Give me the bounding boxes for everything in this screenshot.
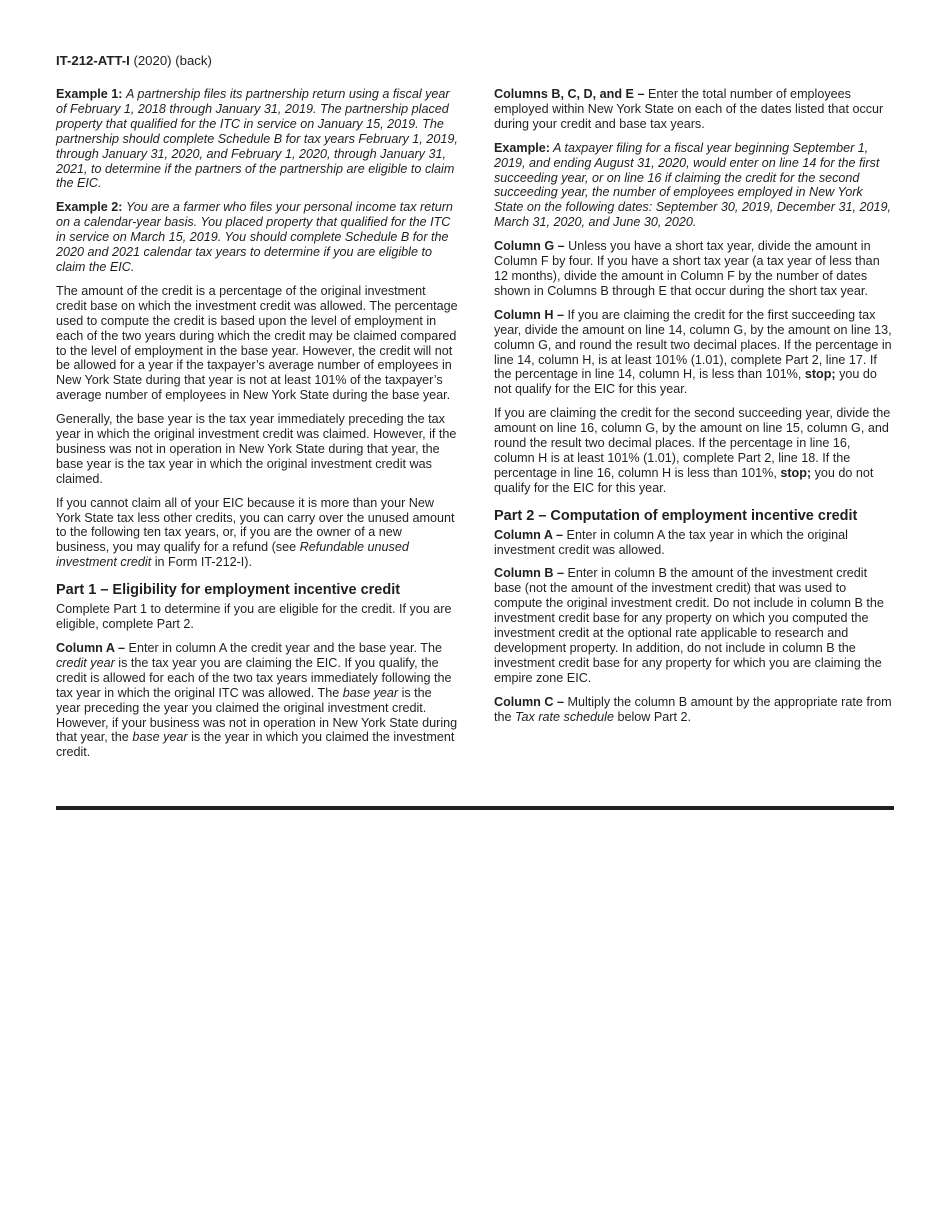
part1-intro: Complete Part 1 to determine if you are eligible for the credit. If you are eligible, complete Part 2. (56, 602, 452, 632)
section-divider (56, 806, 894, 810)
carryover-text-1: If you cannot claim all of your EIC because it is more than your New York State tax less other credits, you can carry over the unused amount to the following ten tax years, or, if you are the owner of a new business, you may qualify for a refund (see (56, 495, 455, 555)
example-3-label: Example: (494, 140, 550, 155)
carryover-italic: Refundable unused investment credit (56, 540, 409, 570)
column-g-label: Column G – (494, 239, 565, 254)
amount-paragraph: The amount of the credit is a percentage of the original investment credit base on which the investment credit was allowed. The percentage used to compute the credit is based upon the level of employment in each of the two years during which the credit may be claimed compared to the level of employment in the base year. However, the credit will not be allowed for a year if the taxpayer’s average number of employees in New York State during that year is not at least 101% of the taxpayer’s average number of employees in New York State during the base year. (56, 283, 458, 403)
column-g-text: Unless you have a short tax year, divide the amount in Column F by four. If you have a short tax year (a tax year of less than 12 months), divide the amount in Column F by the number of dates shown in Columns B through E that occur during the short tax year. (494, 239, 880, 298)
base-year-paragraph: Generally, the base year is the tax year immediately preceding the tax year in which the original investment credit was claimed. However, if the business was not in operation in New York State during that year, the base year is the tax year in which the original investment credit was claimed. (56, 412, 457, 486)
part1-column-a-label: Column A – (56, 641, 126, 655)
part1-heading: Part 1 – Eligibility for employment incentive credit (56, 582, 401, 599)
example-1 (56, 87, 458, 191)
example-3 (494, 141, 892, 230)
columns-bcde-label: Columns B, C, D, and E – (494, 87, 645, 101)
tax-rate-schedule-term: Tax rate schedule (515, 709, 614, 724)
carryover-paragraph (56, 496, 458, 571)
part1-column-a-text-3: is the year preceding the year you claimed the original investment credit. However, if your business was not in operation in New York State during that year, the (56, 685, 458, 745)
part2-heading: Part 2 – Computation of employment incentive credit (494, 507, 858, 524)
form-id: IT-212-ATT-I (56, 53, 130, 68)
stop-2: stop; (780, 465, 812, 480)
part2-column-b (494, 566, 892, 685)
part2-column-c-end: below Part 2. (613, 709, 691, 724)
columns-bcde (494, 87, 892, 132)
part2-column-c-label: Column C – (494, 694, 564, 709)
column-h-label: Column H – (494, 307, 564, 322)
stop-1: stop; (804, 367, 836, 382)
part2-column-a-label: Column A – (494, 527, 564, 542)
second-year-paragraph (494, 406, 892, 495)
carryover-text-2: in Form IT-212-I). (151, 555, 252, 570)
column-g (494, 239, 892, 299)
part2-column-b-label: Column B – (494, 566, 564, 581)
part1-column-a (56, 641, 458, 760)
column-h-end: you do not qualify for the EIC for this year. (494, 367, 877, 397)
left-column (56, 87, 458, 769)
part1-column-a-text-2: is the tax year you are claiming the EIC. If you qualify, the credit is allowed for each of the two tax years immediately following the tax year in which the original ITC was allowed. The (56, 655, 452, 700)
part1-column-a-text-1: Enter in column A the credit year and the base year. The (125, 641, 442, 655)
second-year-end: you do not qualify for the EIC for this year. (494, 465, 874, 495)
columns-bcde-text: Enter the total number of employees employed within New York State on each of the dates listed that occur during your credit and base tax years. (494, 87, 884, 131)
part2-column-c-text: Multiply the column B amount by the appropriate rate from the (494, 694, 892, 724)
column-h-text: If you are claiming the credit for the first succeeding tax year, divide the amount on line 14, column G, by the amount on line 13, column G, and round the result two decimal places. If the percentage in line 14, column H, is at least 101% (1.01), complete Part 2, line 17. If the percentage in line 14, column H, is less than 101%, (494, 307, 892, 382)
part2-column-a-text: Enter in column A the tax year in which the original investment credit was allowed. (494, 527, 848, 557)
right-column (494, 87, 892, 734)
second-year-text: If you are claiming the credit for the second succeeding year, divide the amount on line 16, column G, by the amount on line 15, column G, and round the result two decimal places. If the percentage in line 16, column H is at least 101% (1.01), complete Part 2, line 18. If the percentage in line 16, column H is less than 101%, (494, 406, 891, 480)
example-2-text: You are a farmer who files your personal income tax return on a calendar-year basis. You placed property that qualified for the ITC in service on March 15, 2019. You should complete Schedule B for the 2020 and 2021 calendar tax years to determine if you are eligible to claim the EIC. (56, 200, 453, 274)
example-2 (56, 200, 458, 275)
credit-year-term: credit year (56, 655, 115, 670)
part2-column-b-text: Enter in column B the amount of the investment credit base (not the amount of the investment credit) that was used to compute the original investment credit. Do not include in column B the investment credit base for any property on which you computed the investment credit at the optional rate applicable to research and development property. In addition, do not include in column B the investment credit base for any property for which you are claiming the empire zone EIC. (494, 566, 884, 685)
part2-column-c (494, 695, 892, 725)
page-header (56, 53, 212, 69)
year-side: (2020) (back) (133, 53, 212, 68)
column-h (494, 308, 892, 397)
base-year-term-1: base year (342, 685, 399, 700)
base-year-term-2: base year (132, 730, 188, 745)
part1-column-a-text-4: is the year in which you claimed the investment credit. (56, 730, 455, 760)
part2-column-a (494, 528, 892, 558)
example-2-label: Example 2: (56, 200, 123, 215)
example-3-text: A taxpayer filing for a fiscal year beginning September 1, 2019, and ending August 31, 2020, would enter on line 14 for the first succeeding year, or on line 16 if claiming the credit for the second succeeding year, the number of employees employed in New York State on the following dates: September 30, 2019, December 31, 2019, March 31, 2020, and June 30, 2020. (494, 140, 891, 230)
example-1-text: A partnership files its partnership return using a fiscal year of February 1, 2018 through January 31, 2019. The partnership placed property that qualified for the ITC in service on January 15, 2019. The partnership should complete Schedule B for tax years February 1, 2019, through January 31, 2020, and February 1, 2020, through January 31, 2021, to determine if the partners of the partnership are eligible to claim the EIC. (56, 87, 458, 191)
example-1-label: Example 1: (56, 87, 123, 101)
